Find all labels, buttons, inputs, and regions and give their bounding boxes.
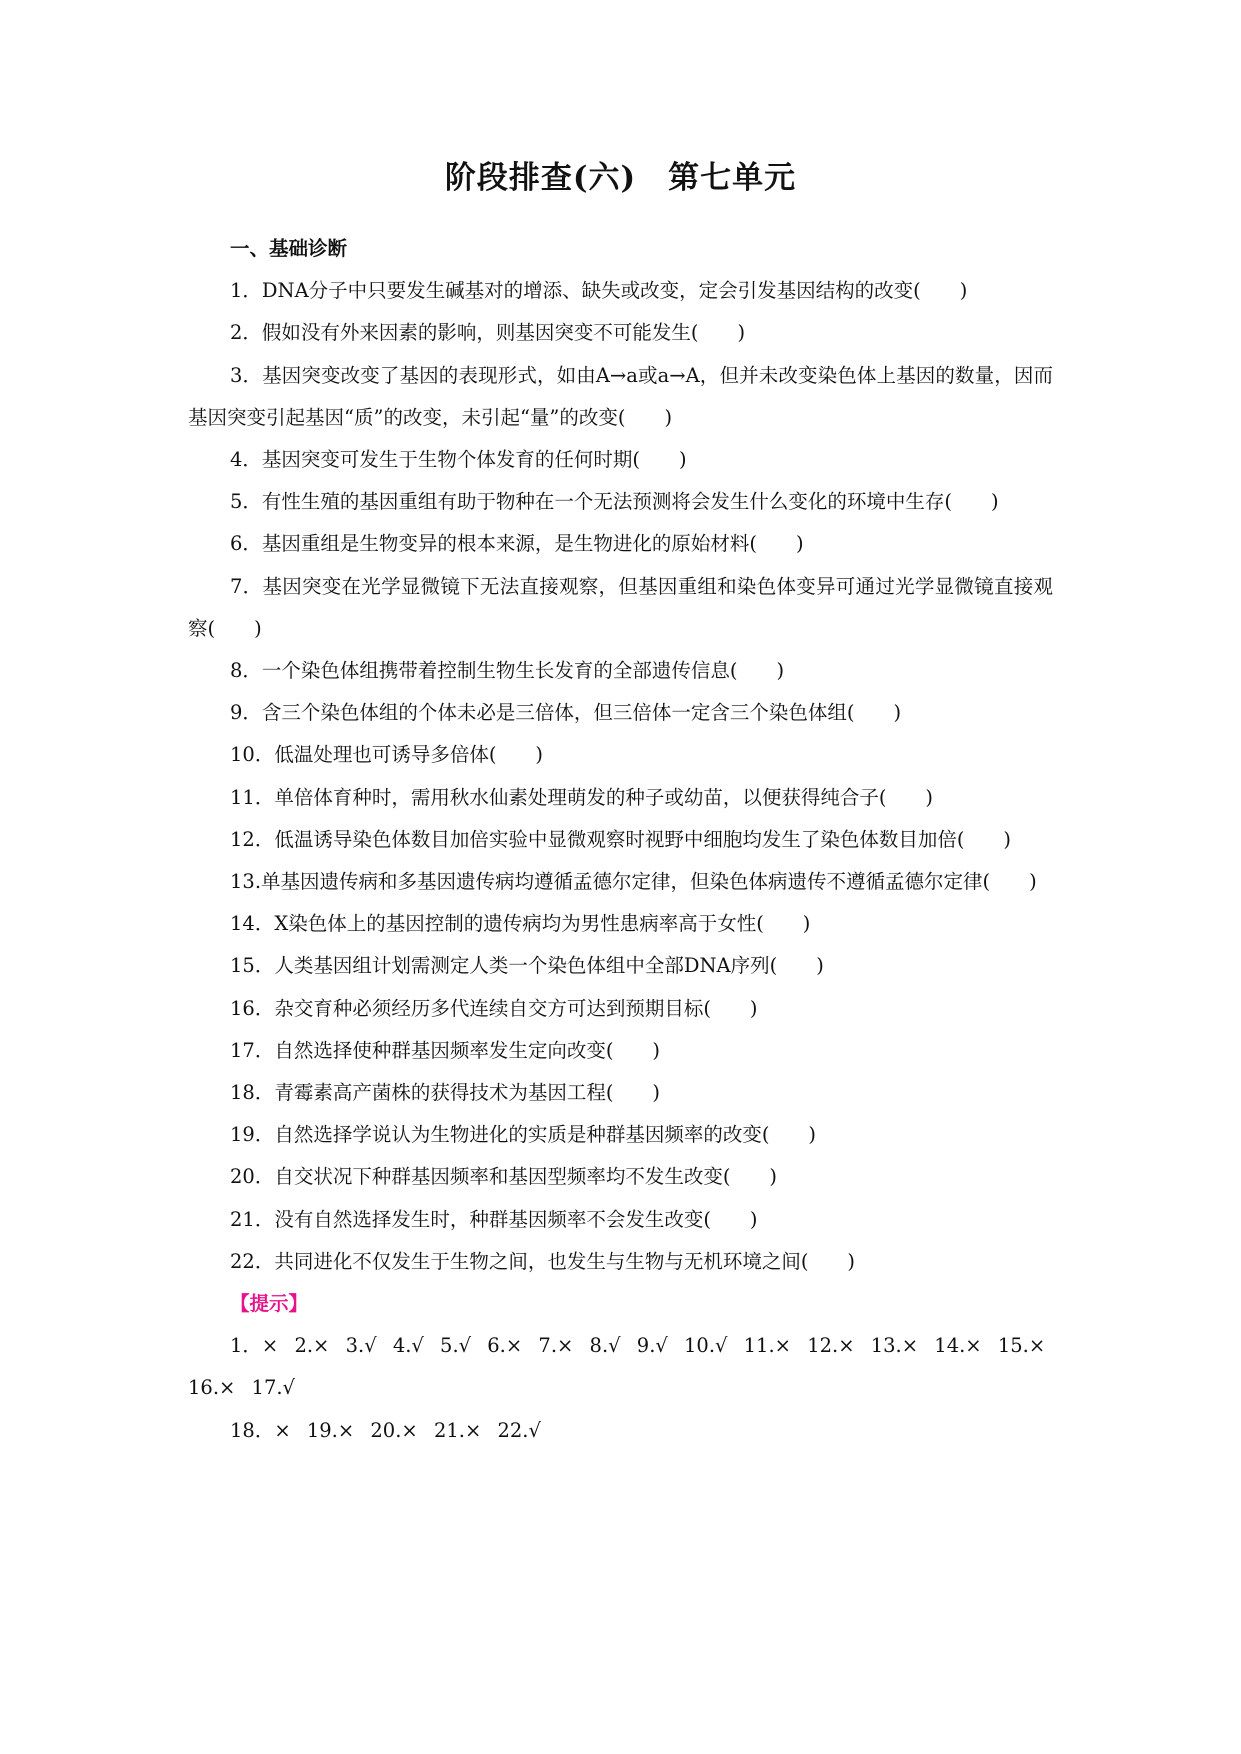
question-item: 11．单倍体育种时，需用秋水仙素处理萌发的种子或幼苗，以便获得纯合子( ) — [230, 785, 934, 809]
question-item: 2．假如没有外来因素的影响，则基因突变不可能发生( ) — [230, 321, 746, 345]
question-item: 7．基因突变在光学显微镜下无法直接观察，但基因重组和染色体变异可通过光学显微镜直接观察( ) — [188, 574, 1053, 640]
question-item: 19．自然选择学说认为生物进化的实质是种群基因频率的改变( ) — [230, 1123, 817, 1147]
answer-key-line-2: 18．× 19.× 20.× 21.× 22.√ — [230, 1418, 541, 1442]
question-item: 3．基因突变改变了基因的表现形式，如由A→a或a→A，但并未改变染色体上基因的数量，因而基因突变引起基因“质”的改变，未引起“量”的改变( ) — [188, 363, 1053, 429]
question-item: 14．X染色体上的基因控制的遗传病均为男性患病率高于女性( ) — [230, 912, 811, 936]
question-item: 10．低温处理也可诱导多倍体( ) — [230, 743, 544, 767]
question-item: 17．自然选择使种群基因频率发生定向改变( ) — [230, 1038, 661, 1062]
answer-key-line-1: 1．× 2.× 3.√ 4.√ 5.√ 6.× 7.× 8.√ 9.√ 10.√ 11.× 12.× 13.× 14.× 15.× 16.× 17.√ — [188, 1334, 1046, 1400]
question-item: 21．没有自然选择发生时，种群基因频率不会发生改变( ) — [230, 1207, 758, 1231]
section-heading: 一、基础诊断 — [230, 237, 348, 260]
document-body — [188, 228, 1053, 1452]
question-item: 18．青霉素高产菌株的获得技术为基因工程( ) — [230, 1081, 661, 1105]
question-item: 20．自交状况下种群基因频率和基因型频率均不发生改变( ) — [230, 1165, 778, 1189]
question-item: 6．基因重组是生物变异的根本来源，是生物进化的原始材料( ) — [230, 532, 804, 556]
hint-label: 【提示】 — [230, 1292, 309, 1316]
question-item: 22．共同进化不仅发生于生物之间，也发生与生物与无机环境之间( ) — [230, 1249, 856, 1273]
question-item: 13.单基因遗传病和多基因遗传病均遵循孟德尔定律，但染色体病遗传不遵循孟德尔定律( ) — [230, 870, 1037, 894]
question-item: 5．有性生殖的基因重组有助于物种在一个无法预测将会发生什么变化的环境中生存( ) — [230, 490, 999, 514]
question-item: 9．含三个染色体组的个体未必是三倍体，但三倍体一定含三个染色体组( ) — [230, 701, 902, 725]
question-item: 15．人类基因组计划需测定人类一个染色体组中全部DNA序列( ) — [230, 954, 824, 978]
page-title: 阶段排查(六) 第七单元 — [444, 160, 797, 196]
question-item: 4．基因突变可发生于生物个体发育的任何时期( ) — [230, 448, 687, 472]
question-item: 16．杂交育种必须经历多代连续自交方可达到预期目标( ) — [230, 996, 758, 1020]
question-item: 1．DNA分子中只要发生碱基对的增添、缺失或改变，定会引发基因结构的改变( ) — [230, 279, 968, 303]
question-item: 12．低温诱导染色体数目加倍实验中显微观察时视野中细胞均发生了染色体数目加倍( ) — [230, 827, 1012, 851]
question-item: 8．一个染色体组携带着控制生物生长发育的全部遗传信息( ) — [230, 659, 785, 683]
